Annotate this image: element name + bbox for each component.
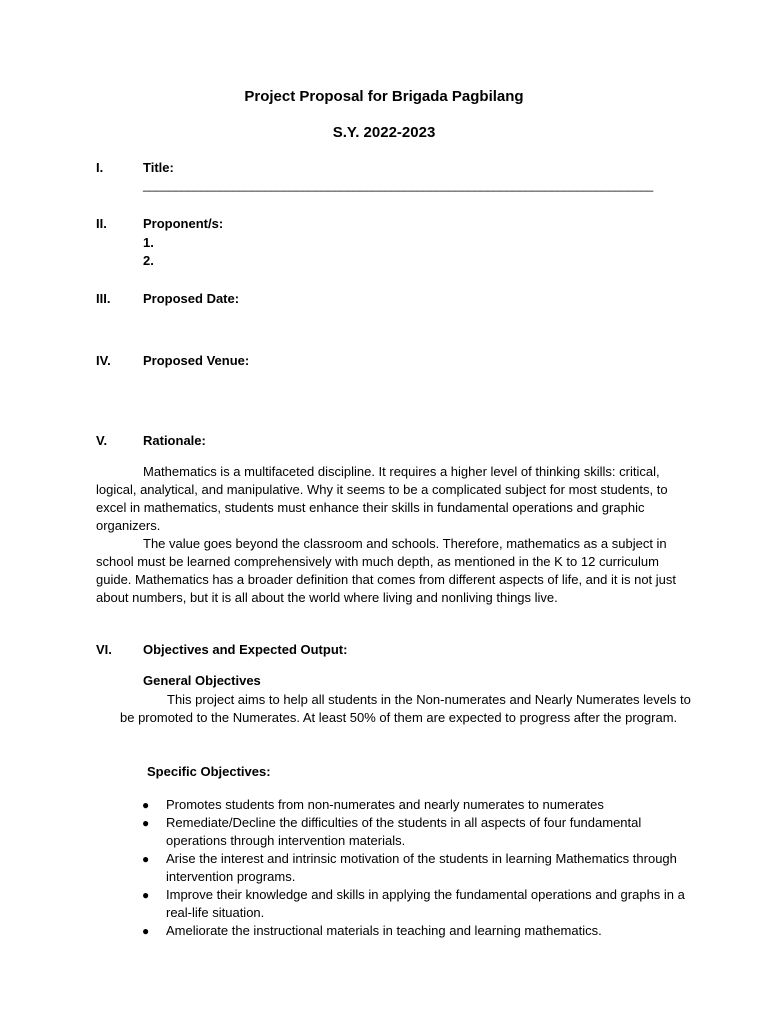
bullet-icon: ● bbox=[142, 924, 150, 938]
section-6-label: Objectives and Expected Output: bbox=[143, 642, 348, 657]
document-title: Project Proposal for Brigada Pagbilang bbox=[244, 88, 524, 105]
specific-objectives-heading: Specific Objectives: bbox=[147, 764, 271, 779]
list-item bbox=[142, 886, 702, 922]
rationale-paragraph-2: The value goes beyond the classroom and schools. Therefore, mathematics as a subject in school must be learned comprehensively with much depth, as mentioned in the K to 12 curriculum guide. Mathematics has a broader definition that comes from different aspects of life, and it is not just about numbers, but it is all about the world where living and nonliving things live. bbox=[96, 536, 677, 605]
section-6-numeral: VI. bbox=[96, 642, 112, 657]
specific-objective-text: Remediate/Decline the difficulties of the students in all aspects of four fundamental operations through intervention materials. bbox=[166, 815, 642, 848]
specific-objective-text: Arise the interest and intrinsic motivation of the students in learning Mathematics through intervention programs. bbox=[166, 851, 677, 884]
general-objectives-heading: General Objectives bbox=[143, 673, 261, 688]
section-4-numeral: IV. bbox=[96, 353, 111, 368]
section-5-numeral: V. bbox=[96, 433, 108, 448]
section-3-label: Proposed Date: bbox=[143, 291, 240, 306]
section-3-numeral: III. bbox=[96, 291, 111, 306]
specific-objective-text: Promotes students from non-numerates and nearly numerates to numerates bbox=[166, 797, 604, 812]
general-objectives-text: This project aims to help all students in the Non-numerates and Nearly Numerates levels to be promoted to the Numerates. At least 50% of them are expected to progress after the program. bbox=[120, 692, 691, 725]
bullet-icon: ● bbox=[142, 888, 150, 902]
list-item bbox=[142, 922, 702, 940]
bullet-icon: ● bbox=[142, 816, 150, 830]
proponent-item-1: 1. bbox=[143, 235, 154, 250]
list-item bbox=[142, 796, 702, 814]
specific-objectives-list bbox=[142, 796, 702, 940]
section-1-label: Title: bbox=[143, 160, 174, 175]
bullet-icon: ● bbox=[142, 798, 150, 812]
section-1-numeral: I. bbox=[96, 160, 104, 175]
specific-objective-text: Ameliorate the instructional materials in teaching and learning mathematics. bbox=[166, 923, 602, 938]
section-2-label: Proponent/s: bbox=[143, 216, 224, 231]
school-year: S.Y. 2022-2023 bbox=[332, 124, 436, 141]
specific-objective-text: Improve their knowledge and skills in applying the fundamental operations and graphs in a real-life situation. bbox=[166, 887, 685, 920]
bullet-icon: ● bbox=[142, 852, 150, 866]
proponent-item-2: 2. bbox=[143, 253, 154, 268]
section-5-label: Rationale: bbox=[143, 433, 206, 448]
list-item bbox=[142, 850, 702, 886]
title-blank-line: ________________________________________________________________________________ bbox=[143, 178, 653, 192]
section-2-numeral: II. bbox=[96, 216, 107, 231]
rationale-paragraph-1: Mathematics is a multifaceted discipline. It requires a higher level of thinking skills: critical, logical, analytical, and manipulative. Why it seems to be a complicated subject for most students, to excel in mathematics, students must enhance their skills in fundamental operations and graphic organizers. bbox=[96, 464, 668, 533]
section-4-label: Proposed Venue: bbox=[143, 353, 250, 368]
list-item bbox=[142, 814, 702, 850]
